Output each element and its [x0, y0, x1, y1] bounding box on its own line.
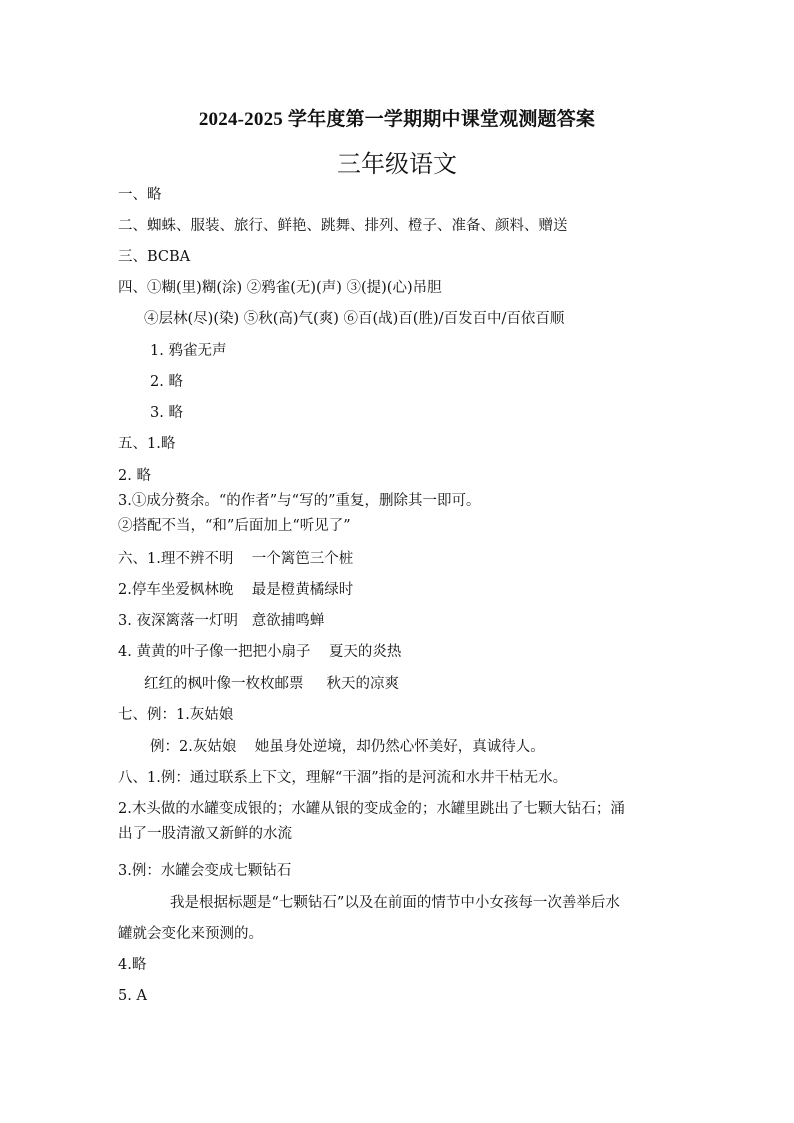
answer-line: 出了一股清澈又新鲜的水流 [118, 826, 292, 842]
answer-line: 2.停车坐爱枫林晚 最是橙黄橘绿时 [118, 582, 354, 598]
answer-line: 1. 鸦雀无声 [150, 343, 227, 359]
answer-line: 五、1.略 [118, 436, 176, 452]
answer-line: ④层林(尽)(染) ⑤秋(高)气(爽) ⑥百(战)百(胜)/百发百中/百依百顺 [144, 311, 565, 327]
answer-line: 例：2.灰姑娘 她虽身处逆境，却仍然心怀美好，真诚待人。 [150, 739, 545, 755]
answer-line: 4. 黄黄的叶子像一把把小扇子 夏天的炎热 [118, 644, 402, 660]
answer-line: 我是根据标题是“七颗钻石”以及在前面的情节中小女孩每一次善举后水 [170, 895, 620, 911]
answer-line: 3.例：水罐会变成七颗钻石 [118, 863, 292, 879]
answer-line: 八、1.例：通过联系上下文，理解“干涸”指的是河流和水井干枯无水。 [118, 770, 568, 786]
answer-line: 一、略 [118, 187, 162, 203]
answer-line: ②搭配不当，“和”后面加上“听见了” [118, 518, 351, 534]
answer-line: 3.①成分赘余。“的作者”与“写的”重复，删除其一即可。 [118, 493, 481, 509]
answer-line: 5. A [118, 988, 147, 1004]
document-title: 2024-2025 学年度第一学期期中课堂观测题答案 [198, 109, 596, 130]
answer-line: 三、BCBA [118, 249, 191, 265]
answer-line: 六、1.理不辨不明 一个篱笆三个桩 [118, 551, 354, 567]
answer-line: 4.略 [118, 957, 147, 973]
answer-line: 红红的枫叶像一枚枚邮票 秋天的凉爽 [144, 676, 400, 692]
answer-line: 七、例：1.灰姑娘 [118, 707, 234, 723]
answer-line: 2.木头做的水罐变成银的；水罐从银的变成金的；水罐里跳出了七颗大钻石；涌 [118, 801, 625, 817]
answer-line: 2. 略 [118, 468, 151, 484]
answer-line: 四、①糊(里)糊(涂) ②鸦雀(无)(声) ③(提)(心)吊胆 [118, 280, 442, 296]
answer-line: 3. 略 [150, 405, 183, 421]
answer-line: 2. 略 [150, 374, 183, 390]
answer-line: 二、蜘蛛、服装、旅行、鲜艳、跳舞、排列、橙子、准备、颜料、赠送 [118, 218, 568, 234]
answer-line: 罐就会变化来预测的。 [118, 926, 263, 942]
answer-line: 3. 夜深篱落一灯明 意欲捕鸣蝉 [118, 613, 325, 629]
document-subtitle: 三年级语文 [337, 152, 457, 178]
